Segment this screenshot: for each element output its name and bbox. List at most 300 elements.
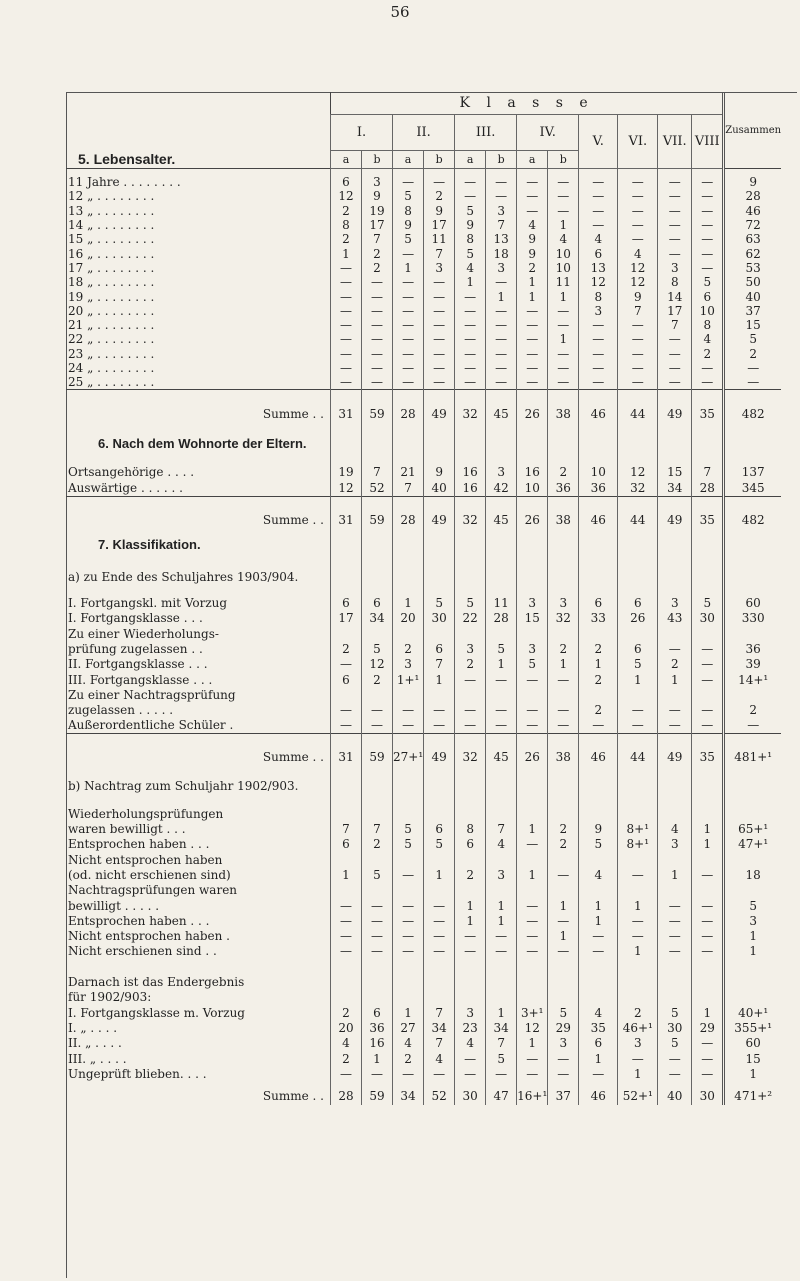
klasse-header: K l a s s e xyxy=(331,92,724,114)
empty-cell xyxy=(618,390,658,405)
value-cell: 28 xyxy=(692,480,724,497)
row-label: 12 „ . . . . . . . . xyxy=(68,189,155,204)
value-cell: — xyxy=(424,913,455,928)
empty-cell xyxy=(393,390,424,405)
class-header: VIII xyxy=(692,114,724,169)
table-row xyxy=(66,332,781,346)
value-cell: 27+¹ xyxy=(393,750,424,765)
total-cell xyxy=(724,990,781,1005)
value-cell: 1 xyxy=(579,1051,618,1066)
value-cell: 36 xyxy=(362,1020,393,1035)
value-cell: — xyxy=(362,318,393,332)
value-cell xyxy=(618,883,658,898)
value-cell xyxy=(455,959,486,974)
value-cell xyxy=(331,806,362,821)
value-cell: — xyxy=(517,1066,548,1081)
empty-cell xyxy=(455,734,486,749)
value-cell: 30 xyxy=(455,1087,486,1105)
value-cell: — xyxy=(362,929,393,944)
empty-cell xyxy=(66,497,331,512)
value-cell: — xyxy=(692,1036,724,1051)
value-cell: — xyxy=(548,375,579,390)
value-cell: — xyxy=(658,361,692,375)
empty-cell xyxy=(692,390,724,405)
value-cell: 3 xyxy=(393,657,424,672)
value-cell: 5 xyxy=(618,657,658,672)
row-label: Nicht erschienen sind . . xyxy=(68,944,217,959)
value-cell: 6 xyxy=(579,595,618,610)
empty-cell xyxy=(658,734,692,749)
value-cell xyxy=(362,959,393,974)
row-label: I. Fortgangsklasse . . . xyxy=(68,611,203,626)
value-cell: 2 xyxy=(331,1005,362,1020)
value-cell: 1 xyxy=(692,1005,724,1020)
value-cell xyxy=(331,883,362,898)
value-cell: 13 xyxy=(579,261,618,275)
empty-cell xyxy=(486,424,517,464)
value-cell: 12 xyxy=(331,480,362,497)
value-cell: — xyxy=(424,944,455,959)
value-cell: — xyxy=(331,913,362,928)
value-cell: 8 xyxy=(658,275,692,289)
value-cell xyxy=(331,687,362,702)
value-cell: — xyxy=(548,913,579,928)
value-cell: 52+¹ xyxy=(618,1087,658,1105)
empty-cell xyxy=(331,734,362,749)
value-cell: 1 xyxy=(618,672,658,687)
value-cell: — xyxy=(362,375,393,390)
total-cell: 40+¹ xyxy=(724,1005,781,1020)
value-cell: 7 xyxy=(486,821,517,836)
value-cell: 10 xyxy=(548,261,579,275)
value-cell: — xyxy=(455,944,486,959)
value-cell: — xyxy=(393,347,424,361)
value-cell: 2 xyxy=(579,641,618,656)
value-cell: 1 xyxy=(579,898,618,913)
value-cell xyxy=(658,974,692,989)
empty-cell xyxy=(724,497,781,512)
value-cell: 29 xyxy=(692,1020,724,1035)
value-cell: 3 xyxy=(486,867,517,882)
value-cell: 1 xyxy=(692,837,724,852)
value-cell: — xyxy=(455,718,486,734)
value-cell: 1 xyxy=(486,657,517,672)
sub-header-b: b xyxy=(362,150,393,169)
value-cell: 2 xyxy=(331,641,362,656)
table-row xyxy=(66,480,781,497)
empty-cell xyxy=(724,734,781,749)
value-cell: — xyxy=(455,318,486,332)
total-cell: 65+¹ xyxy=(724,821,781,836)
value-cell: 8+¹ xyxy=(618,837,658,852)
value-cell: — xyxy=(362,347,393,361)
empty-cell xyxy=(486,734,517,749)
empty-cell xyxy=(331,529,362,559)
value-cell xyxy=(517,959,548,974)
value-cell: 3 xyxy=(486,464,517,480)
value-cell: — xyxy=(393,718,424,734)
empty-cell xyxy=(362,424,393,464)
value-cell xyxy=(455,974,486,989)
value-cell: 11 xyxy=(486,595,517,610)
value-cell: — xyxy=(393,898,424,913)
value-cell: 2 xyxy=(548,464,579,480)
value-cell: 4 xyxy=(548,232,579,246)
row-label: 20 „ . . . . . . . . xyxy=(68,303,155,318)
header-blank xyxy=(66,114,331,150)
sub-header-a: a xyxy=(455,150,486,169)
value-cell: 10 xyxy=(548,246,579,260)
value-cell xyxy=(486,974,517,989)
value-cell: 1 xyxy=(424,672,455,687)
value-cell: 12 xyxy=(517,1020,548,1035)
empty-cell xyxy=(618,559,658,595)
total-cell: 355+¹ xyxy=(724,1020,781,1035)
value-cell: 1 xyxy=(393,261,424,275)
table-row xyxy=(66,246,781,260)
row-label: Darnach ist das Endergebnis xyxy=(68,975,245,990)
value-cell: 2 xyxy=(424,189,455,203)
value-cell: — xyxy=(579,347,618,361)
value-cell: 2 xyxy=(331,1051,362,1066)
value-cell: 7 xyxy=(658,318,692,332)
value-cell: — xyxy=(692,261,724,275)
value-cell: 3 xyxy=(486,204,517,218)
value-cell: 52 xyxy=(362,480,393,497)
value-cell: 7 xyxy=(362,821,393,836)
value-cell: 9 xyxy=(517,232,548,246)
value-cell: 6 xyxy=(579,246,618,260)
empty-cell xyxy=(424,734,455,749)
total-cell: 330 xyxy=(724,611,781,626)
value-cell: 12 xyxy=(331,189,362,203)
value-cell: — xyxy=(618,929,658,944)
value-cell: — xyxy=(393,332,424,346)
value-cell: — xyxy=(455,1051,486,1066)
row-label: 14 „ . . . . . . . . xyxy=(68,218,155,233)
total-cell: 15 xyxy=(724,318,781,332)
empty-cell xyxy=(548,766,579,806)
empty-cell xyxy=(579,390,618,405)
value-cell: — xyxy=(692,375,724,390)
value-cell: — xyxy=(579,189,618,203)
value-cell: 4 xyxy=(618,246,658,260)
value-cell xyxy=(548,959,579,974)
value-cell: — xyxy=(331,1066,362,1081)
value-cell xyxy=(486,990,517,1005)
empty-cell xyxy=(455,529,486,559)
value-cell xyxy=(618,687,658,702)
value-cell: 15 xyxy=(658,464,692,480)
value-cell: — xyxy=(331,703,362,718)
value-cell: 3 xyxy=(658,837,692,852)
value-cell: — xyxy=(548,189,579,203)
value-cell: — xyxy=(486,718,517,734)
value-cell: 1 xyxy=(331,867,362,882)
value-cell: — xyxy=(455,929,486,944)
total-cell: 481+¹ xyxy=(724,748,781,766)
value-cell: 38 xyxy=(548,748,579,766)
value-cell: — xyxy=(658,246,692,260)
total-cell: 62 xyxy=(724,246,781,260)
value-cell: 2 xyxy=(579,672,618,687)
value-cell: — xyxy=(618,175,658,189)
empty-cell xyxy=(724,424,781,464)
value-cell: — xyxy=(658,944,692,959)
row-label: II. „ . . . . xyxy=(68,1036,122,1051)
value-cell xyxy=(658,883,692,898)
value-cell: 8 xyxy=(393,204,424,218)
value-cell: 17 xyxy=(331,611,362,626)
row-label: 13 „ . . . . . . . . xyxy=(68,203,155,218)
empty-cell xyxy=(618,497,658,512)
value-cell xyxy=(331,990,362,1005)
value-cell: 5 xyxy=(692,595,724,610)
value-cell: 4 xyxy=(579,867,618,882)
table-row xyxy=(66,1020,781,1035)
table-row xyxy=(66,1087,781,1105)
table-row xyxy=(66,990,781,1005)
total-cell: 60 xyxy=(724,1036,781,1051)
row-label: Außerordentliche Schüler . xyxy=(68,718,234,733)
value-cell: — xyxy=(692,189,724,203)
section-heading: 6. Nach dem Wohnorte der Eltern. xyxy=(98,436,307,452)
value-cell xyxy=(548,687,579,702)
value-cell: — xyxy=(658,204,692,218)
value-cell: 2 xyxy=(362,672,393,687)
value-cell: 2 xyxy=(548,641,579,656)
value-cell xyxy=(618,806,658,821)
empty-cell xyxy=(692,424,724,464)
row-label: (od. nicht erschienen sind) xyxy=(68,867,231,882)
value-cell: — xyxy=(579,375,618,390)
row-label: Entsprochen haben . . . xyxy=(68,837,210,852)
value-cell xyxy=(517,852,548,867)
value-cell: 2 xyxy=(618,1005,658,1020)
table-row xyxy=(66,261,781,275)
row-label: Entsprochen haben . . . xyxy=(68,913,210,928)
value-cell: — xyxy=(517,332,548,346)
value-cell: 32 xyxy=(455,511,486,529)
value-cell xyxy=(579,687,618,702)
value-cell: 46 xyxy=(579,404,618,424)
value-cell: — xyxy=(362,913,393,928)
value-cell: — xyxy=(618,361,658,375)
value-cell: 1 xyxy=(548,657,579,672)
value-cell: 46 xyxy=(579,511,618,529)
total-cell: 482 xyxy=(724,404,781,424)
empty-cell xyxy=(486,559,517,595)
value-cell xyxy=(548,626,579,641)
section-title: 5. Lebensalter. xyxy=(78,151,176,167)
row-label: Ungeprüft blieben. . . . xyxy=(68,1066,207,1081)
value-cell xyxy=(393,990,424,1005)
value-cell: 5 xyxy=(424,837,455,852)
row-label: 18 „ . . . . . . . . xyxy=(68,275,155,290)
value-cell xyxy=(455,852,486,867)
value-cell: 28 xyxy=(486,611,517,626)
value-cell: 3 xyxy=(517,641,548,656)
value-cell xyxy=(692,806,724,821)
value-cell xyxy=(618,626,658,641)
value-cell: 27 xyxy=(393,1020,424,1035)
value-cell: 34 xyxy=(362,611,393,626)
value-cell: — xyxy=(618,375,658,390)
value-cell: 1 xyxy=(455,898,486,913)
total-cell: 2 xyxy=(724,347,781,361)
value-cell: 16 xyxy=(362,1036,393,1051)
empty-cell xyxy=(724,559,781,595)
table-row xyxy=(66,218,781,232)
table-row xyxy=(66,913,781,928)
empty-cell xyxy=(548,424,579,464)
empty-cell xyxy=(692,497,724,512)
value-cell: — xyxy=(517,304,548,318)
empty-cell xyxy=(455,766,486,806)
value-cell xyxy=(362,974,393,989)
row-label: prüfung zugelassen . . xyxy=(68,641,203,656)
value-cell: 47 xyxy=(486,1087,517,1105)
value-cell: — xyxy=(658,718,692,734)
value-cell: 34 xyxy=(424,1020,455,1035)
value-cell: — xyxy=(424,275,455,289)
class-header: II. xyxy=(393,114,455,150)
value-cell: — xyxy=(393,867,424,882)
value-cell: — xyxy=(424,898,455,913)
value-cell: 2 xyxy=(362,246,393,260)
value-cell: 10 xyxy=(692,304,724,318)
value-cell: — xyxy=(658,347,692,361)
empty-cell xyxy=(455,559,486,595)
value-cell: 9 xyxy=(618,289,658,303)
value-cell: — xyxy=(579,718,618,734)
value-cell: — xyxy=(618,189,658,203)
value-cell: 5 xyxy=(579,837,618,852)
value-cell xyxy=(517,687,548,702)
value-cell xyxy=(517,883,548,898)
value-cell xyxy=(658,806,692,821)
value-cell: — xyxy=(658,641,692,656)
value-cell xyxy=(455,806,486,821)
value-cell: — xyxy=(692,1066,724,1081)
value-cell: — xyxy=(362,718,393,734)
value-cell: 3 xyxy=(362,175,393,189)
value-cell: 31 xyxy=(331,511,362,529)
value-cell: — xyxy=(424,318,455,332)
empty-cell xyxy=(692,559,724,595)
value-cell: — xyxy=(579,929,618,944)
value-cell: — xyxy=(486,347,517,361)
value-cell: 45 xyxy=(486,404,517,424)
value-cell: — xyxy=(517,898,548,913)
value-cell xyxy=(331,626,362,641)
value-cell: — xyxy=(393,944,424,959)
value-cell: — xyxy=(362,304,393,318)
value-cell: 1 xyxy=(579,913,618,928)
value-cell: 32 xyxy=(548,611,579,626)
value-cell: — xyxy=(331,898,362,913)
row-label: II. Fortgangsklasse . . . xyxy=(68,657,208,672)
value-cell: 4 xyxy=(424,1051,455,1066)
total-cell: 137 xyxy=(724,464,781,480)
value-cell: 45 xyxy=(486,748,517,766)
value-cell: 40 xyxy=(658,1087,692,1105)
header-row-classes xyxy=(66,114,781,150)
sub-header-b: b xyxy=(548,150,579,169)
total-cell: 9 xyxy=(724,175,781,189)
value-cell: 59 xyxy=(362,511,393,529)
value-cell xyxy=(548,852,579,867)
value-cell: 10 xyxy=(517,480,548,497)
value-cell: — xyxy=(692,641,724,656)
empty-cell xyxy=(362,559,393,595)
row-label: Nachtragsprüfungen waren xyxy=(68,883,238,898)
row-label: Summe . . xyxy=(262,750,324,765)
empty-cell xyxy=(579,559,618,595)
value-cell: 6 xyxy=(362,1005,393,1020)
value-cell: 2 xyxy=(393,1051,424,1066)
value-cell: — xyxy=(424,289,455,303)
value-cell: 7 xyxy=(424,657,455,672)
value-cell xyxy=(486,687,517,702)
empty-cell xyxy=(362,390,393,405)
table-row xyxy=(66,595,781,610)
value-cell: 6 xyxy=(455,837,486,852)
value-cell: 1 xyxy=(517,821,548,836)
value-cell: 12 xyxy=(362,657,393,672)
value-cell: 1 xyxy=(455,275,486,289)
value-cell: 2 xyxy=(548,821,579,836)
total-cell: 345 xyxy=(724,480,781,497)
value-cell: 2 xyxy=(362,261,393,275)
value-cell xyxy=(393,626,424,641)
value-cell: 44 xyxy=(618,404,658,424)
value-cell xyxy=(579,883,618,898)
value-cell: — xyxy=(455,332,486,346)
empty-cell xyxy=(579,529,618,559)
value-cell xyxy=(331,852,362,867)
value-cell xyxy=(618,974,658,989)
empty-cell xyxy=(517,390,548,405)
row-label: Ortsangehörige . . . . xyxy=(68,465,195,480)
empty-cell xyxy=(393,766,424,806)
value-cell: 1 xyxy=(579,657,618,672)
value-cell: 1 xyxy=(548,218,579,232)
total-cell: 471+² xyxy=(724,1087,781,1105)
value-cell: — xyxy=(455,175,486,189)
table-row xyxy=(66,672,781,687)
empty-cell xyxy=(548,497,579,512)
value-cell xyxy=(424,687,455,702)
value-cell: 34 xyxy=(658,480,692,497)
value-cell: 20 xyxy=(393,611,424,626)
value-cell: 7 xyxy=(692,464,724,480)
table-row xyxy=(66,766,781,806)
value-cell: — xyxy=(424,703,455,718)
sub-header-a: a xyxy=(393,150,424,169)
value-cell: 45 xyxy=(486,511,517,529)
table-row xyxy=(66,175,781,189)
value-cell: — xyxy=(579,361,618,375)
sub-header-a: a xyxy=(331,150,362,169)
empty-cell xyxy=(548,734,579,749)
value-cell: — xyxy=(331,929,362,944)
total-cell xyxy=(724,883,781,898)
statistics-table xyxy=(66,92,781,1105)
empty-cell xyxy=(724,390,781,405)
value-cell: 6 xyxy=(331,595,362,610)
value-cell: 16 xyxy=(517,464,548,480)
